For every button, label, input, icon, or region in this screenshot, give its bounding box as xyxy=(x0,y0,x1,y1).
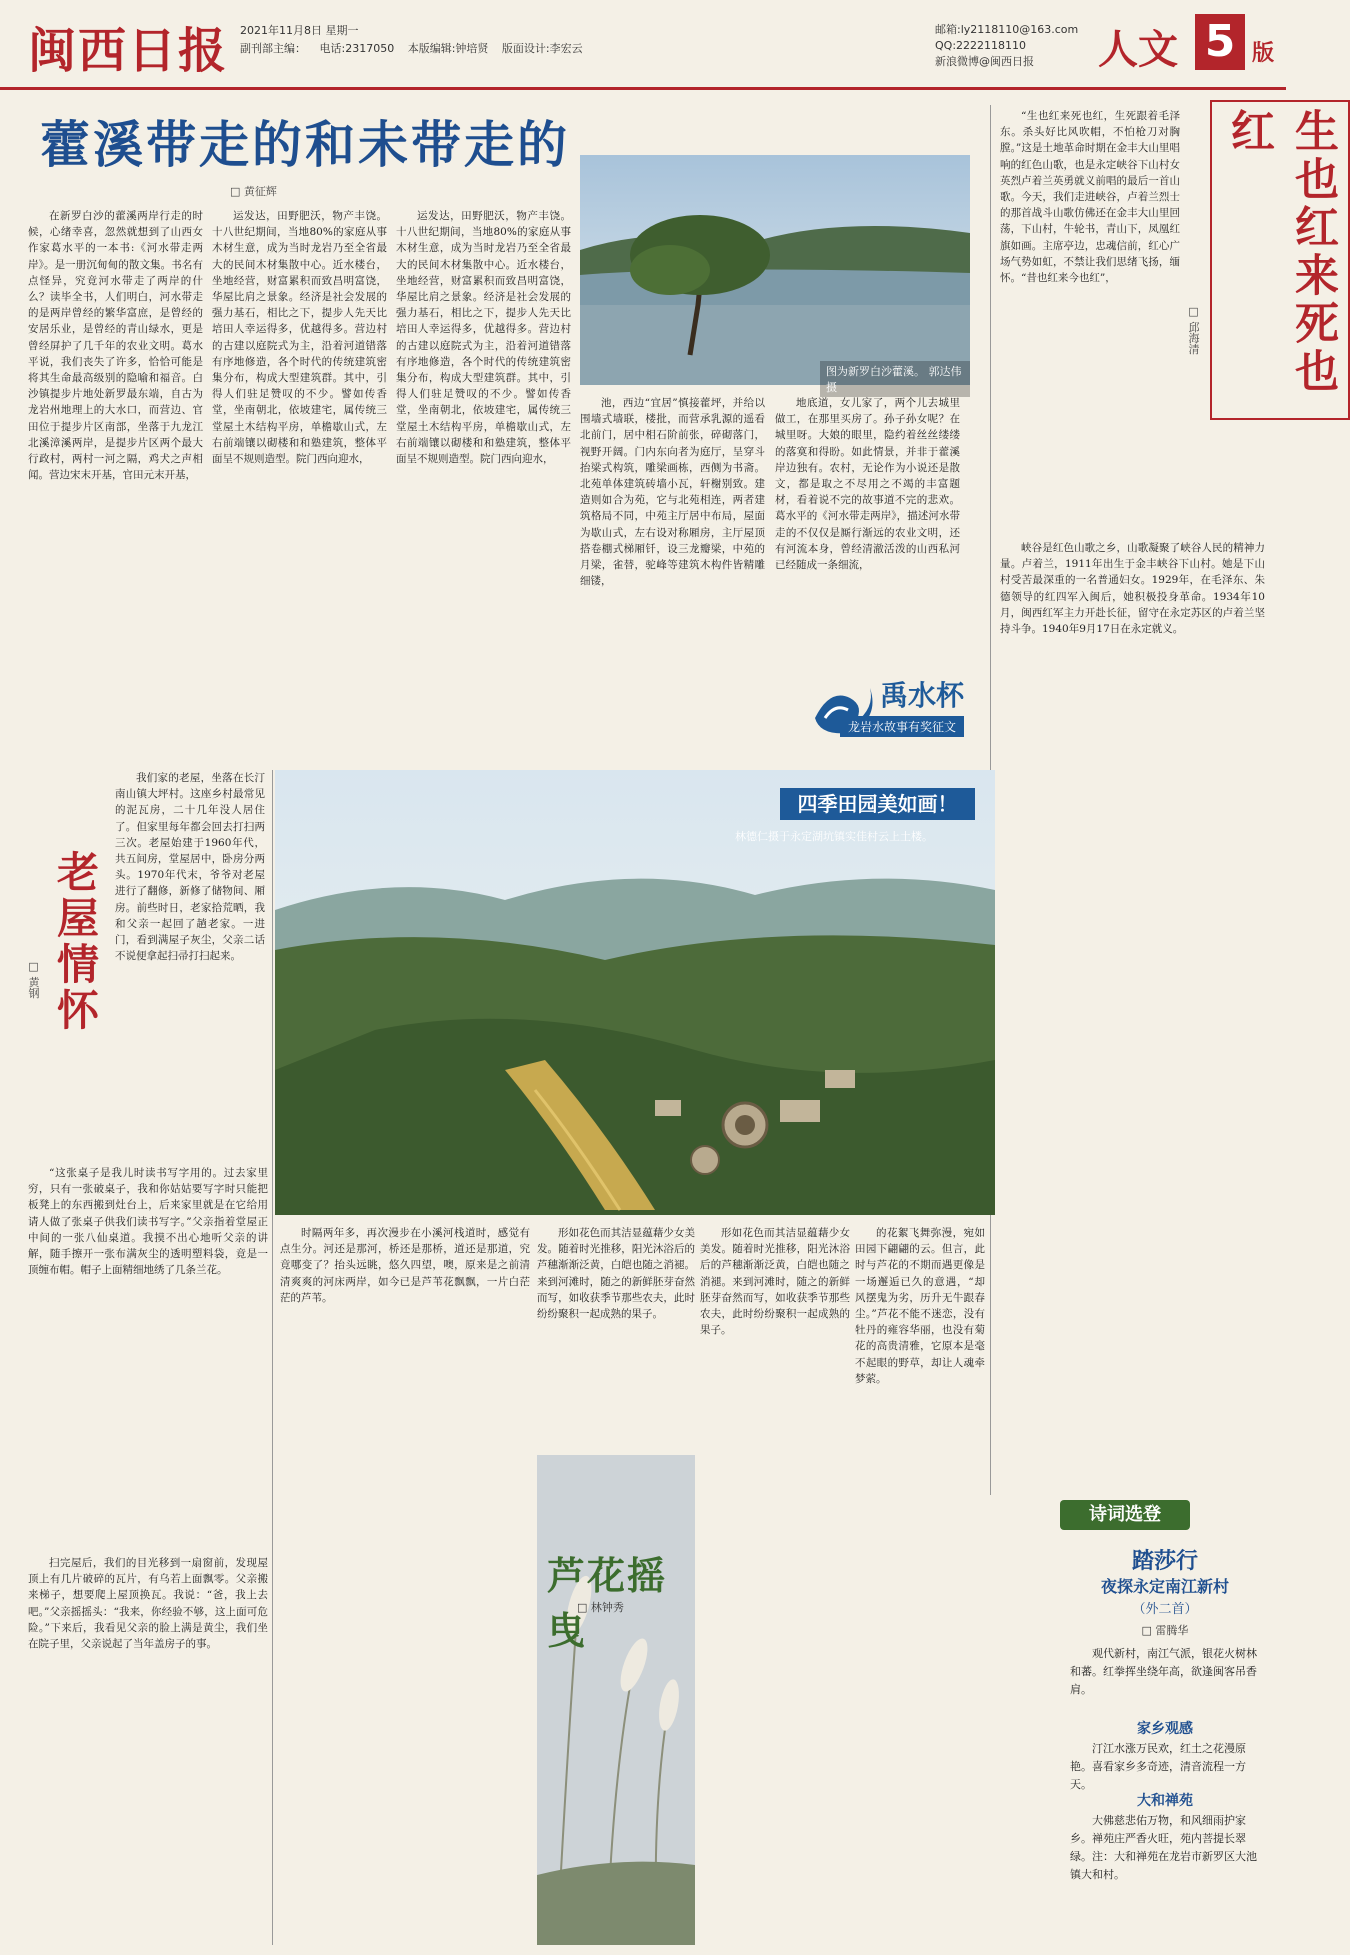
article4-headline: 芦花摇曳 xyxy=(547,1553,668,1653)
article1-headline: 藿溪带走的和未带走的 xyxy=(40,115,570,174)
photo1-caption: 图为新罗白沙藿溪。 郭达伟摄 xyxy=(820,361,970,397)
poem-byline: □ 雷腾华 xyxy=(1141,1624,1189,1637)
poem-verse-1: 观代新村，南江气派，银花火树林和蕃。红拳挥坐绕年高，欲逢闽客吊香肩。 xyxy=(1070,1647,1257,1696)
photo-tree-by-river xyxy=(580,155,970,394)
poem-text-2 xyxy=(1070,1740,1260,1794)
article1-text-4: 池，西边“宜居”慎接藿坪，并给以围墙式墙联，楼批，而营承乳源的遥看北前门，居中相石阶前张，碎砌落门，视野开阔。门内东向者为庭厅，呈穿斗抬梁式构筑，雕梁画栋，西侧为书斋。北苑单体建筑砖墙小瓦，轩榭别致。建造则如合为苑，它与北苑相连，两者建筑格局不同，中苑主厅居中布局，屋面为歇山式，左右设对称厢房，主厅屋顶搭卷棚式梯厢钎，设三龙瓣梁，中苑的月梁，雀替，驼峰等建筑木构件皆精雕细镂， xyxy=(580,397,765,588)
section-editor: 副刊部主编： xyxy=(240,42,306,55)
article1-text-3: 运发达，田野肥沃，物产丰饶。十八世纪期间，当地80%的家庭从事木材生意，成为当时龙岩乃至全省最大的民间木材集散中心。近水楼台，坐地经营，财富累积而致昌明富饶，华屋比肩之景象。经济是社会发展的强力基石，相比之下，提步人先天比培田人幸运得多，优越得多。营边村的古建以庭院式为主，沿着河道错落有序地修造，各个时代的传统建筑密集分布，构成大型建筑群。其中，引得人们驻足赞叹的不少。譬如传香堂，坐南朝北，依坡建宅，属传统三堂屋土木结构平房，单檐歇山式，左右前端镶以砌楼和和塾建筑，整体平面呈不规则造型。院门西向迎水， xyxy=(396,210,571,466)
poem-subtitle: 夜探永定南江新村 xyxy=(1100,1577,1229,1596)
article4-column-1 xyxy=(280,1225,530,1945)
article4-text-3: 形如花色而其洁显蕴藉少女美发。随着时光推移，阳光沐浴后的芦穗渐渐泛黄，白皑也随之消褪。来到河滩时，随之的新鲜胚芽奋然而写，如收获季节那些农夫，此时纷纷聚积一起成熟的果子。 xyxy=(700,1227,850,1337)
article3-column-3 xyxy=(28,1555,268,1945)
poem-subtitle-2: 家乡观感 xyxy=(1137,1721,1193,1737)
article1-byline: □ 黄征辉 xyxy=(230,185,277,198)
poem-text-3 xyxy=(1070,1812,1260,1884)
reed-illustration xyxy=(537,1455,695,1945)
yushui-subtitle: 龙岩水故事有奖征文 xyxy=(840,716,964,737)
newspaper-logo: 闽西日报 xyxy=(28,23,229,79)
article1-text-1: 在新罗白沙的藿溪两岸行走的时候，心绪幸喜，忽然就想到了山西女作家葛水平的一本书:《河水带走两岸》。是一册沉甸甸的散文集。书名有点怪异，究竟河水带走了两岸的什么？读毕全书，人们明白，河水带走的是两岸曾经的繁华富庶，是曾经的安居乐业，是曾经的青山绿水，更是曾经屏护了几千年的农业文明。葛水平说，我们丧失了许多，恰恰可能是将其生命最高级别的隐喻和福音。白沙镇提步片地处新罗最东端，自古为龙岩州地理上的大水口，而营边、官田位于提步片区南部，坐落于九龙江北溪漳溪两岸，是提步片区两个最大行政村，两村一河之隔，鸡犬之声相闻。营边宋末开基，官田元末开基， xyxy=(28,210,203,482)
article1-column-4 xyxy=(580,395,765,760)
page-number: 5 xyxy=(1195,14,1245,70)
poem-verse-3: 大佛慈悲佑万物，和风细雨护家乡。禅苑庄严香火旺，苑内菩提长翠绿。注：大和禅苑在龙岩市新罗区大池镇大和村。 xyxy=(1070,1814,1257,1881)
contact-email: 邮箱:ly2118110@163.com xyxy=(935,23,1079,36)
article1-column-5 xyxy=(775,395,960,665)
issue-meta xyxy=(240,22,593,58)
article4-column-2 xyxy=(537,1225,695,1450)
article1-text-2: 运发达，田野肥沃，物产丰饶。十八世纪期间，当地80%的家庭从事木材生意，成为当时龙岩乃至全省最大的民间木材集散中心。近水楼台，坐地经营，财富累积而致昌明富饶，华屋比肩之景象。经济是社会发展的强力基石，相比之下，提步人先天比培田人幸运得多，优越得多。营边村的古建以庭院式为主，沿着河道错落有序地修造，各个时代的传统建筑密集分布，构成大型建筑群。其中，引得人们驻足赞叹的不少。譬如传香堂，坐南朝北，依坡建宅，属传统三堂屋土木结构平房，单檐歇山式，左右前端镶以砌楼和和塾建筑，整体平面呈不规则造型。院门西向迎水， xyxy=(212,210,387,466)
photo2-caption: 林德仁摄于永定湖坑镇实佳村云上土楼。 xyxy=(735,830,933,843)
article1-column-3 xyxy=(396,208,571,768)
poem-subtitle-3: 大和禅苑 xyxy=(1137,1793,1193,1809)
article3-column-2 xyxy=(28,1165,268,1545)
river-landscape-image xyxy=(580,155,970,385)
masthead xyxy=(0,0,1286,90)
article2-text-2: 峡谷是红色山歌之乡，山歌凝聚了峡谷人民的精神力量。卢着兰，1911年出生于金丰峡谷下山村。她是下山村受苦最深重的一名普通妇女。1929年，在毛泽东、朱德领导的红四军入闽后，她积极投身革命。1934年10月，闽西红军主力开赴长征，留守在永定苏区的卢着兰坚持斗争。1940年9月17日在永定就义。 xyxy=(1000,542,1265,636)
reed-image xyxy=(537,1455,695,1945)
page-editor: 本版编辑:钟培贤 xyxy=(407,42,489,55)
page-unit: 版 xyxy=(1252,40,1275,66)
contact-weibo: 新浪微博@闽西日报 xyxy=(935,55,1034,68)
contact-info xyxy=(935,22,1078,70)
article2-column-2 xyxy=(1000,540,1265,1490)
issue-date: 2021年11月8日 星期一 xyxy=(240,24,359,37)
article3-headline: 老屋情怀 xyxy=(51,850,100,1034)
poem-title: 踏莎行 xyxy=(1131,1548,1198,1574)
page-designer: 版面设计:李宏云 xyxy=(501,42,583,55)
article1-column-1 xyxy=(28,208,203,768)
article4-column-3 xyxy=(700,1225,850,1945)
article3-byline: □ 黄钢 xyxy=(27,960,40,999)
yushui-title: 禹水杯 xyxy=(880,679,965,712)
photo-tulou-landscape xyxy=(275,770,995,1215)
article2-headline: 生也红来死也红 xyxy=(1210,100,1350,420)
article4-byline: □ 林钟秀 xyxy=(577,1601,624,1614)
editor-phone: 电话:2317050 xyxy=(319,42,395,55)
poem-tag: 诗词选登 xyxy=(1060,1500,1190,1530)
contact-qq: QQ:2222118110 xyxy=(935,39,1027,52)
article1-column-2 xyxy=(212,208,387,768)
photo2-title: 四季田园美如画！ xyxy=(780,788,975,820)
poem-text-1 xyxy=(1070,1645,1260,1699)
article3-text-3: 扫完屋后，我们的目光移到一扇窗前，发现屋顶上有几片破碎的瓦片，有乌若上面飘零。父亲搬来梯子，想要爬上屋顶换瓦。我说：“爸，我上去吧。”父亲摇摇头：“我来，你经验不够，这上面可危险。”下来后，我看见父亲的脸上满是黄尘，我们坐在院子里，父亲说起了当年盖房子的事。 xyxy=(28,1557,268,1651)
article1-text-5: 地底道，女儿家了，两个儿去城里做工，在那里买房了。孙子孙女呢？在城里呀。大娘的眼里，隐约着丝丝缕缕的落寞和得盼。如此情景，并非于藿溪岸边独有。农村，无论作为小说还是散文，都是取之不尽用之不竭的丰富题材，看着说不完的故事道不完的悲欢。葛水平的《河水带走两岸》，描述河水带走的不仅仅是厮行渐远的农业文明，还有河流本身，曾经清澈活泼的山西私河已经随成一条细流， xyxy=(775,397,960,572)
article4-column-4 xyxy=(855,1225,985,1945)
column-divider-left xyxy=(272,770,273,1945)
poem-count: （外二首） xyxy=(1132,1602,1198,1617)
article3-text-2: “这张桌子是我儿时读书写字用的。过去家里穷，只有一张破桌子，我和你姑姑要写字时只能把板凳上的东西搬到灶台上，后来家里就是在它给用请人做了张桌子供我们读书写字。”父亲指着堂屋正中间的一张八仙桌道。我摸不出心地听父亲的讲解，随手擦开一张布满灰尘的透明塑料袋，竟是一顶缠布帽。帽子上面精细地绣了几条兰花。 xyxy=(28,1167,268,1277)
yushui-cup-badge xyxy=(810,668,980,748)
poem-section xyxy=(1060,1500,1265,1945)
article4-text-4: 的花絮飞舞弥漫，宛如田园下翩翩的云。但言，此时与芦花的不期而遇更像是一场邂逅已久的意遇，“却风摆鬼为劣，历升无牛跟春尘。”芦花不能不迷恋，没有牡丹的雍容华丽，也没有菊花的高贵清雅，它原本是毫不起眼的野草，却让人魂牵梦萦。 xyxy=(855,1227,985,1385)
article2-column-1 xyxy=(1000,108,1180,528)
article2-text-1: “生也红来死也红，生死跟着毛泽东。杀头好比风吹帽，不怕枪刀对胸膛。”这是土地革命时期在金丰大山里唱响的红色山歌，也是永定峡谷下山村女英烈卢着兰英勇就义前唱的最后一首山歌。今天，我们走进峡谷，卢着兰烈士的那首战斗山歌仿佛还在金丰大山里回荡，下山村，牛轮书，青山下，凤凰红旗如画。主席亭边，忠魂信前，红心广场气势如虹，不禁让我们思绪飞扬，缅怀。“昔也红来今也红”， xyxy=(1000,110,1180,285)
article2-byline: □ 邱海清 xyxy=(1187,305,1200,355)
poem-verse-2: 汀江水涨万民欢，红土之花漫原艳。喜看家乡多奇迹，清音流程一方天。 xyxy=(1070,1742,1246,1791)
section-name: 人文 xyxy=(1098,26,1178,73)
article4-text-2: 形如花色而其洁显蕴藉少女美发。随着时光推移，阳光沐浴后的芦穗渐渐泛黄，白皑也随之消褪。来到河滩时，随之的新鲜胚芽奋然而写，如收获季节那些农夫，此时纷纷聚积一起成熟的果子。 xyxy=(537,1227,695,1321)
article3-text-1: 我们家的老屋，坐落在长汀南山镇大坪村。这座乡村最常见的泥瓦房，二十几年没人居住了。但家里每年都会回去打扫两三次。老屋始建于1960年代，共五间房，堂屋居中，卧房分两头。1970年代末，爷爷对老屋进行了翻修，新修了储物间、厢房。前些时日，老家拾荒晒，我和父亲一起回了趟老家。一进门，看到满屋子灰尘，父亲二话不说便拿起扫帚打扫起来。 xyxy=(115,772,265,963)
article4-text-1: 时隔两年多，再次漫步在小溪河栈道时，感觉有点生分。河还是那河，桥还是那桥，道还是那道，究竟哪变了？抬头远眺，悠久四望，噢，原来是之前清清爽爽的河床两岸，如今已是芦苇花飘飘，一片白茫茫的芦苇。 xyxy=(280,1227,530,1304)
article3-column-1 xyxy=(115,770,265,1160)
